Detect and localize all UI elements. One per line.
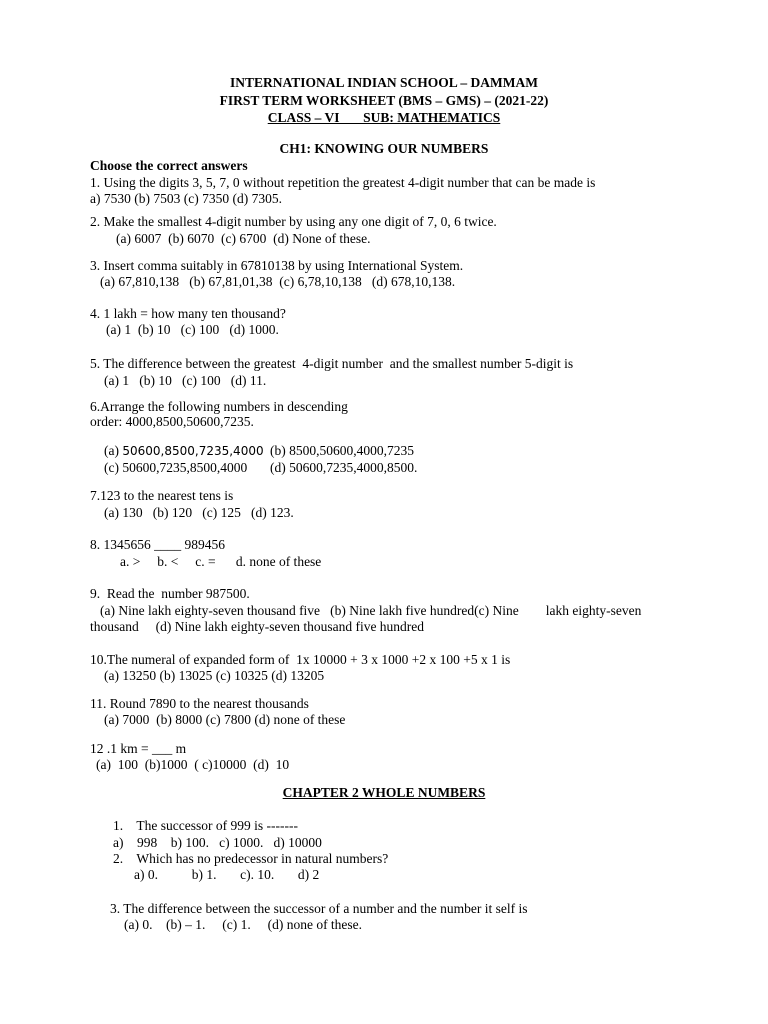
q6-text-line2: order: 4000,8500,50600,7235. bbox=[90, 414, 254, 429]
q6-option-a-value: 50600,8500,7235,4000 bbox=[122, 444, 264, 458]
q4-text: 4. 1 lakh = how many ten thousand? bbox=[90, 306, 286, 321]
q4-options: (a) 1 (b) 10 (c) 100 (d) 1000. bbox=[106, 322, 279, 337]
q1-text: 1. Using the digits 3, 5, 7, 0 without repetition the greatest 4-digit number that can be made is bbox=[90, 175, 596, 190]
q2-text: 2. Make the smallest 4-digit number by using any one digit of 7, 0, 6 twice. bbox=[90, 214, 497, 229]
q6-text-line1: 6.Arrange the following numbers in descending bbox=[90, 399, 348, 414]
q6-option-a-label: (a) bbox=[104, 443, 123, 458]
q7-options: (a) 130 (b) 120 (c) 125 (d) 123. bbox=[104, 505, 294, 520]
q5-text: 5. The difference between the greatest 4-digit number and the smallest number 5-digit is bbox=[90, 356, 574, 371]
chapter-2-title: CHAPTER 2 WHOLE NUMBERS bbox=[282, 785, 486, 800]
ch2-q2-options: a) 0. b) 1. c). 10. d) 2 bbox=[134, 867, 320, 882]
q5-options: (a) 1 (b) 10 (c) 100 (d) 11. bbox=[104, 373, 267, 388]
q6-option-b: (b) 8500,50600,4000,7235 bbox=[270, 443, 414, 458]
q11-text: 11. Round 7890 to the nearest thousands bbox=[90, 696, 309, 711]
ch2-q3-options: (a) 0. (b) – 1. (c) 1. (d) none of these. bbox=[124, 917, 363, 932]
q1-options: a) 7530 (b) 7503 (c) 7350 (d) 7305. bbox=[90, 191, 282, 206]
instruction: Choose the correct answers bbox=[90, 158, 248, 173]
chapter-1-title: CH1: KNOWING OUR NUMBERS bbox=[279, 141, 489, 156]
ch2-q1-text: 1. The successor of 999 is ------- bbox=[113, 818, 298, 833]
q8-text: 8. 1345656 ____ 989456 bbox=[90, 537, 225, 552]
q11-options: (a) 7000 (b) 8000 (c) 7800 (d) none of these bbox=[104, 712, 346, 727]
q12-options: (a) 100 (b)1000 ( c)10000 (d) 10 bbox=[96, 757, 290, 772]
q6-option-d: (d) 50600,7235,4000,8500. bbox=[270, 460, 418, 475]
q9-options-line2: thousand (d) Nine lakh eighty-seven thousand five hundred bbox=[90, 619, 425, 634]
q9-text: 9. Read the number 987500. bbox=[90, 586, 250, 601]
q2-options: (a) 6007 (b) 6070 (c) 6700 (d) None of these. bbox=[116, 231, 371, 246]
ch2-q1-options: a) 998 b) 100. c) 1000. d) 10000 bbox=[113, 835, 322, 850]
q12-text: 12 .1 km = ___ m bbox=[90, 741, 187, 756]
q8-options: a. > b. < c. = d. none of these bbox=[120, 554, 322, 569]
q3-text: 3. Insert comma suitably in 67810138 by using International System. bbox=[90, 258, 464, 273]
q9-options-line1: (a) Nine lakh eighty-seven thousand five (b) Nine lakh five hundred(c) Nine lakh eighty-seven bbox=[100, 603, 642, 618]
q7-text: 7.123 to the nearest tens is bbox=[90, 488, 234, 503]
q6-option-c: (c) 50600,7235,8500,4000 bbox=[104, 460, 248, 475]
school-name: INTERNATIONAL INDIAN SCHOOL – DAMMAM bbox=[229, 75, 539, 90]
ch2-q2-text: 2. Which has no predecessor in natural numbers? bbox=[113, 851, 389, 866]
ch2-q3-text: 3. The difference between the successor of a number and the number it self is bbox=[110, 901, 528, 916]
q3-options: (a) 67,810,138 (b) 67,81,01,38 (c) 6,78,10,138 (d) 678,10,138. bbox=[100, 274, 456, 289]
q10-text: 10.The numeral of expanded form of 1x 10000 + 3 x 1000 +2 x 100 +5 x 1 is bbox=[90, 652, 511, 667]
class-subject-line: CLASS – VI SUB: MATHEMATICS bbox=[267, 110, 501, 125]
worksheet-title: FIRST TERM WORKSHEET (BMS – GMS) – (2021-22) bbox=[219, 93, 549, 108]
q6-option-a bbox=[104, 443, 264, 459]
q10-options: (a) 13250 (b) 13025 (c) 10325 (d) 13205 bbox=[104, 668, 325, 683]
